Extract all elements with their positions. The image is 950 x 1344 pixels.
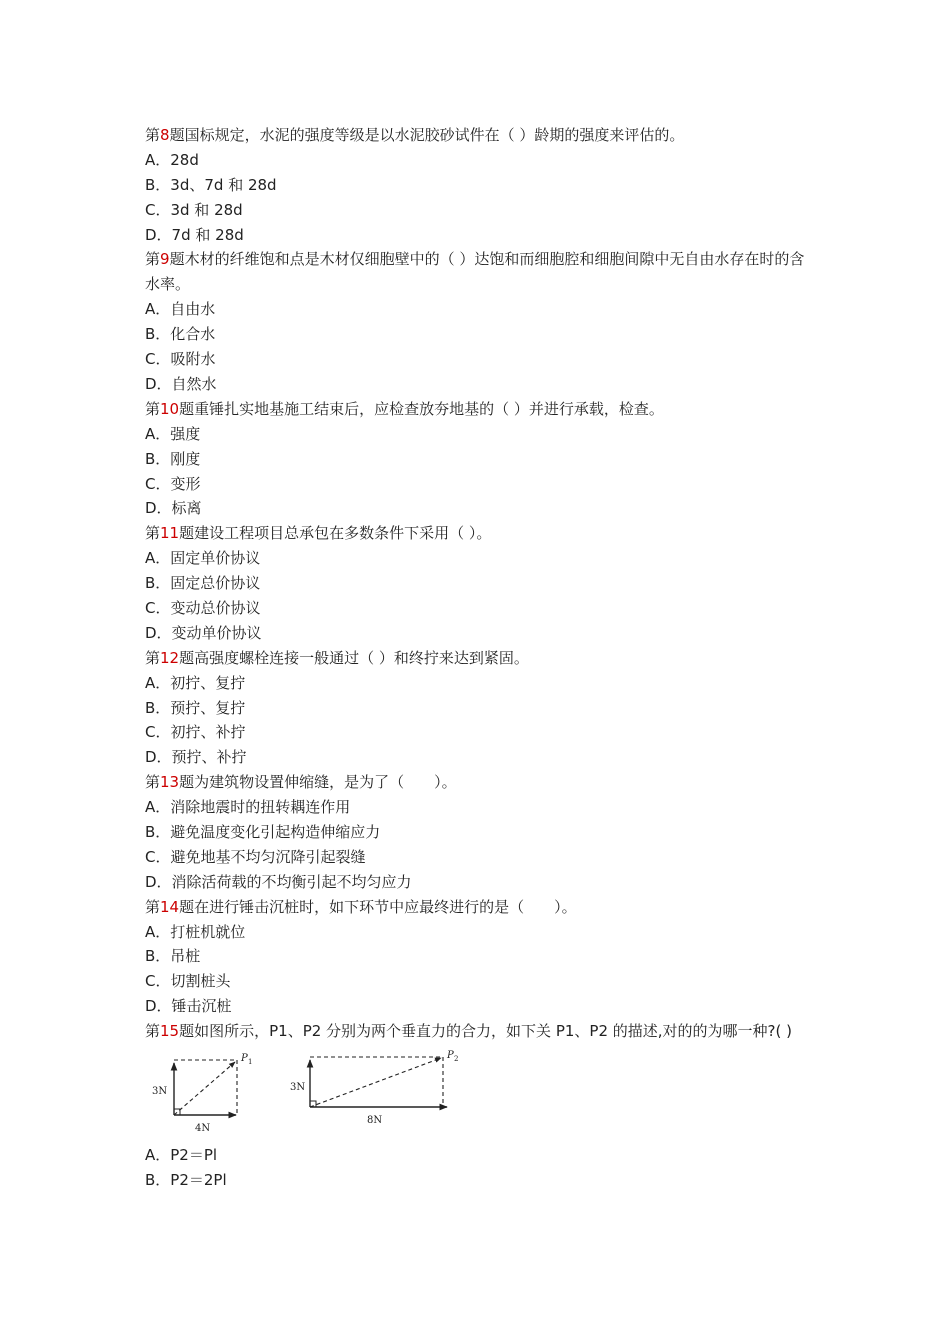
option-a: A．固定单价协议 [145,549,261,568]
q-text: 题国标规定，水泥的强度等级是以水泥胶砂试件在（ ）龄期的强度来评估的。 [169,126,685,144]
q-text: 题在进行锤击沉桩时，如下环节中应最终进行的是（ ）。 [179,897,577,916]
option-c: C．3d 和 28d [145,200,243,219]
option-b: B．P2＝2Pl [145,1170,227,1189]
force-diagram-svg [145,1048,505,1143]
option-b: B．化合水 [145,325,216,344]
q-text: 题为建筑物设置伸缩缝，是为了（ ）。 [179,773,457,792]
label-p: P [447,1050,454,1061]
option-b: B．避免温度变化引起构造伸缩应力 [145,822,381,841]
label-p: P [241,1053,248,1064]
question-8 [145,123,815,148]
q-number: 11 [160,524,180,543]
question-15 [145,1019,815,1044]
resultant-p1-arrow [174,1062,235,1115]
q-text: 题高强度螺栓连接一般通过（ ）和终拧来达到紧固。 [179,648,529,667]
option-d: D．预拧、补拧 [145,748,247,767]
option-b: B．预拧、复拧 [145,698,246,717]
option-a: A．消除地震时的扭转耦连作用 [145,798,351,817]
q-number: 8 [160,126,170,144]
option-c: C．避免地基不均匀沉降引起裂缝 [145,847,366,866]
q-prefix: 第 [145,126,161,144]
option-a: A．初拧、复拧 [145,673,246,692]
question-13 [145,770,815,795]
q-prefix: 第 [145,773,161,792]
question-12 [145,646,815,671]
option-d: D．锤击沉桩 [145,997,232,1016]
option-b: B．3d、7d 和 28d [145,175,277,194]
label-3n: 3N [290,1082,306,1093]
option-d: D．变动单价协议 [145,623,262,642]
option-c: C．变动总价协议 [145,598,261,617]
option-c: C．初拧、补拧 [145,723,246,742]
question-9 [145,247,815,297]
option-d: D．自然水 [145,374,217,393]
option-b: B．固定总价协议 [145,574,261,593]
q-prefix: 第 [145,524,161,543]
q-text: 题重锤扎实地基施工结束后，应检查放夯地基的（ ）并进行承载，检查。 [179,399,664,418]
force-diagram [145,1048,815,1143]
label-4n: 4N [195,1123,211,1134]
option-b: B．吊桩 [145,947,201,966]
q-number: 10 [160,399,180,418]
diagram-p1 [152,1053,252,1134]
q-text: 题如图所示，P1、P2 分别为两个垂直力的合力，如下关 P1、P2 的描述,对的的为哪一种?( ) [179,1022,792,1041]
q-text: 题木材的纤维饱和点是木材仅细胞壁中的（ ）达饱和而细胞腔和细胞间隙中无自由水存在时的含水率。 [145,250,805,294]
resultant-p2-arrow [310,1058,441,1107]
question-10 [145,397,815,422]
option-c: C．切割桩头 [145,972,231,991]
q-prefix: 第 [145,250,161,269]
question-list [145,123,815,1193]
option-c: C．变形 [145,474,201,493]
option-a: A．自由水 [145,300,216,319]
q-number: 15 [160,1022,180,1041]
diagram-p2 [290,1050,458,1126]
q-number: 13 [160,773,180,792]
q-number: 14 [160,897,180,916]
label-p-sub: 1 [248,1058,253,1066]
label-p-sub: 2 [454,1055,459,1063]
option-a: A．强度 [145,424,201,443]
option-d: D．7d 和 28d [145,225,244,244]
option-a: A．P2＝Pl [145,1146,218,1164]
option-d: D．标离 [145,499,202,518]
option-b: B．刚度 [145,449,201,468]
question-11 [145,521,815,546]
q-prefix: 第 [145,897,161,916]
q-number: 12 [160,648,180,667]
option-d: D．消除活荷载的不均衡引起不均匀应力 [145,872,412,891]
option-a: A．28d [145,150,199,169]
q-number: 9 [160,250,170,269]
option-c: C．吸附水 [145,350,216,369]
label-3n: 3N [152,1086,168,1097]
label-8n: 8N [367,1115,383,1126]
q-text: 题建设工程项目总承包在多数条件下采用（ ）。 [179,524,492,543]
q-prefix: 第 [145,399,161,418]
q-prefix: 第 [145,1022,161,1041]
q-prefix: 第 [145,648,161,667]
question-14 [145,895,815,920]
option-a: A．打桩机就位 [145,922,246,941]
